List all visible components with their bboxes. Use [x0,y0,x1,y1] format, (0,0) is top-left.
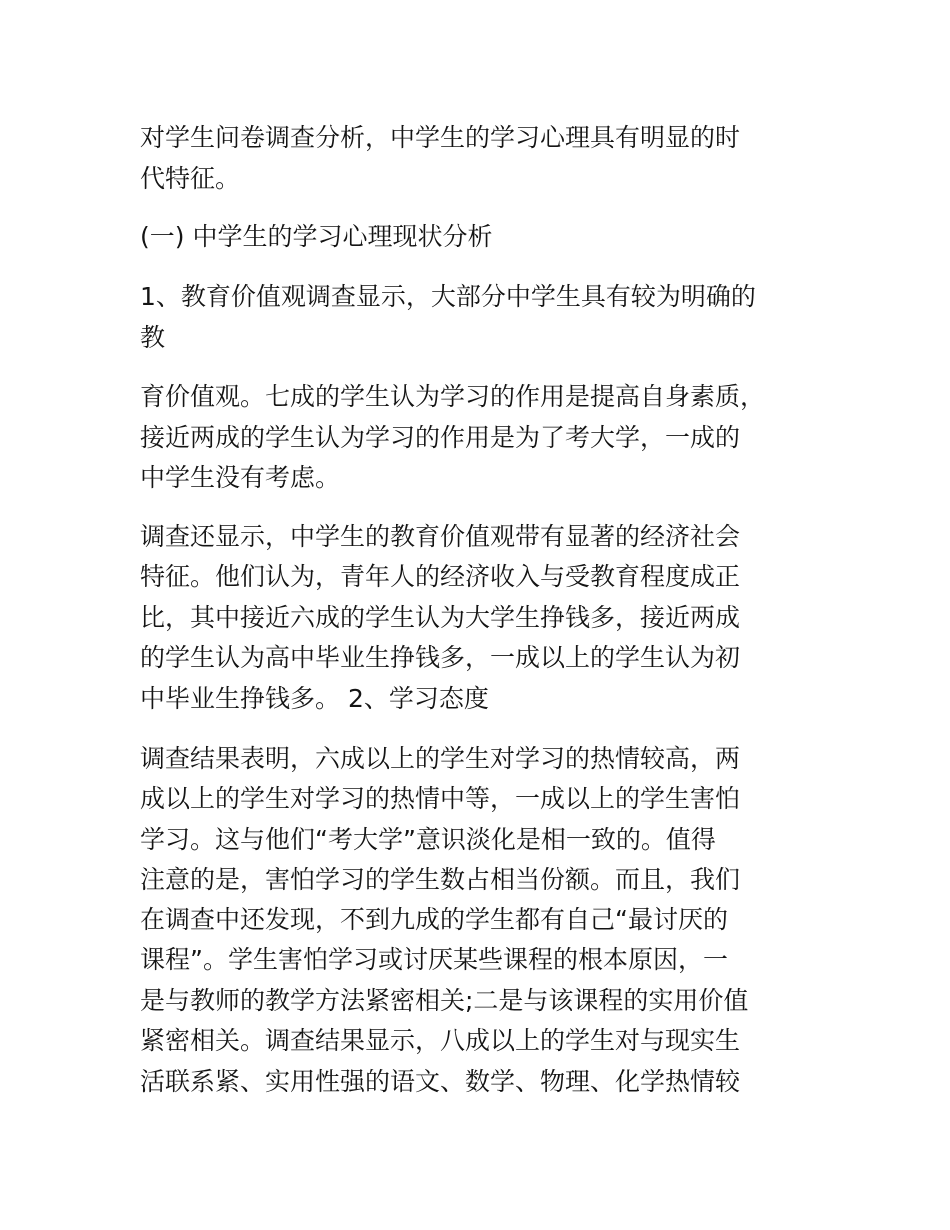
text-line: 对学生问卷调查分析，中学生的学习心理具有明显的时 [140,123,741,152]
text-line: 中学生没有考虑。 [140,463,341,492]
text-line: 紧密相关。调查结果显示，八成以上的学生对与现实生 [140,1026,741,1055]
text-line: 的学生认为高中毕业生挣钱多，一成以上的学生认为初 [140,643,741,672]
text-line: 在调查中还发现，不到九成的学生都有自己“最讨厌的 [140,905,728,934]
text-line: 活联系紧、实用性强的语文、数学、物理、化学热情较 [140,1067,741,1096]
text-line: 育价值观。七成的学生认为学习的作用是提高自身素质， [140,382,766,411]
text-line: 调查结果表明，六成以上的学生对学习的热情较高，两 [140,744,741,773]
text-line: 课程”。学生害怕学习或讨厌某些课程的根本原因，一 [140,945,728,974]
text-line: 调查还显示，中学生的教育价值观带有显著的经济社会 [140,522,741,551]
text-line: 注意的是，害怕学习的学生数占相当份额。而且，我们 [140,865,741,894]
text-line: 中毕业生挣钱多。 2、学习态度 [140,684,489,713]
text-line: 接近两成的学生认为学习的作用是为了考大学，一成的 [140,423,741,452]
text-line: 学习。这与他们“考大学”意识淡化是相一致的。值得 [140,825,716,854]
text-line: 比，其中接近六成的学生认为大学生挣钱多，接近两成 [140,603,741,632]
text-line: 代特征。 [140,164,241,193]
text-line: 教 [140,323,166,352]
text-line: 特征。他们认为，青年人的经济收入与受教育程度成正 [140,562,741,591]
text-line: 是与教师的教学方法紧密相关;二是与该课程的实用价值 [140,986,749,1015]
text-line: 成以上的学生对学习的热情中等，一成以上的学生害怕 [140,784,741,813]
text-line: 1、教育价值观调查显示，大部分中学生具有较为明确的 [140,282,756,311]
section-heading: (一) 中学生的学习心理现状分析 [140,222,493,251]
